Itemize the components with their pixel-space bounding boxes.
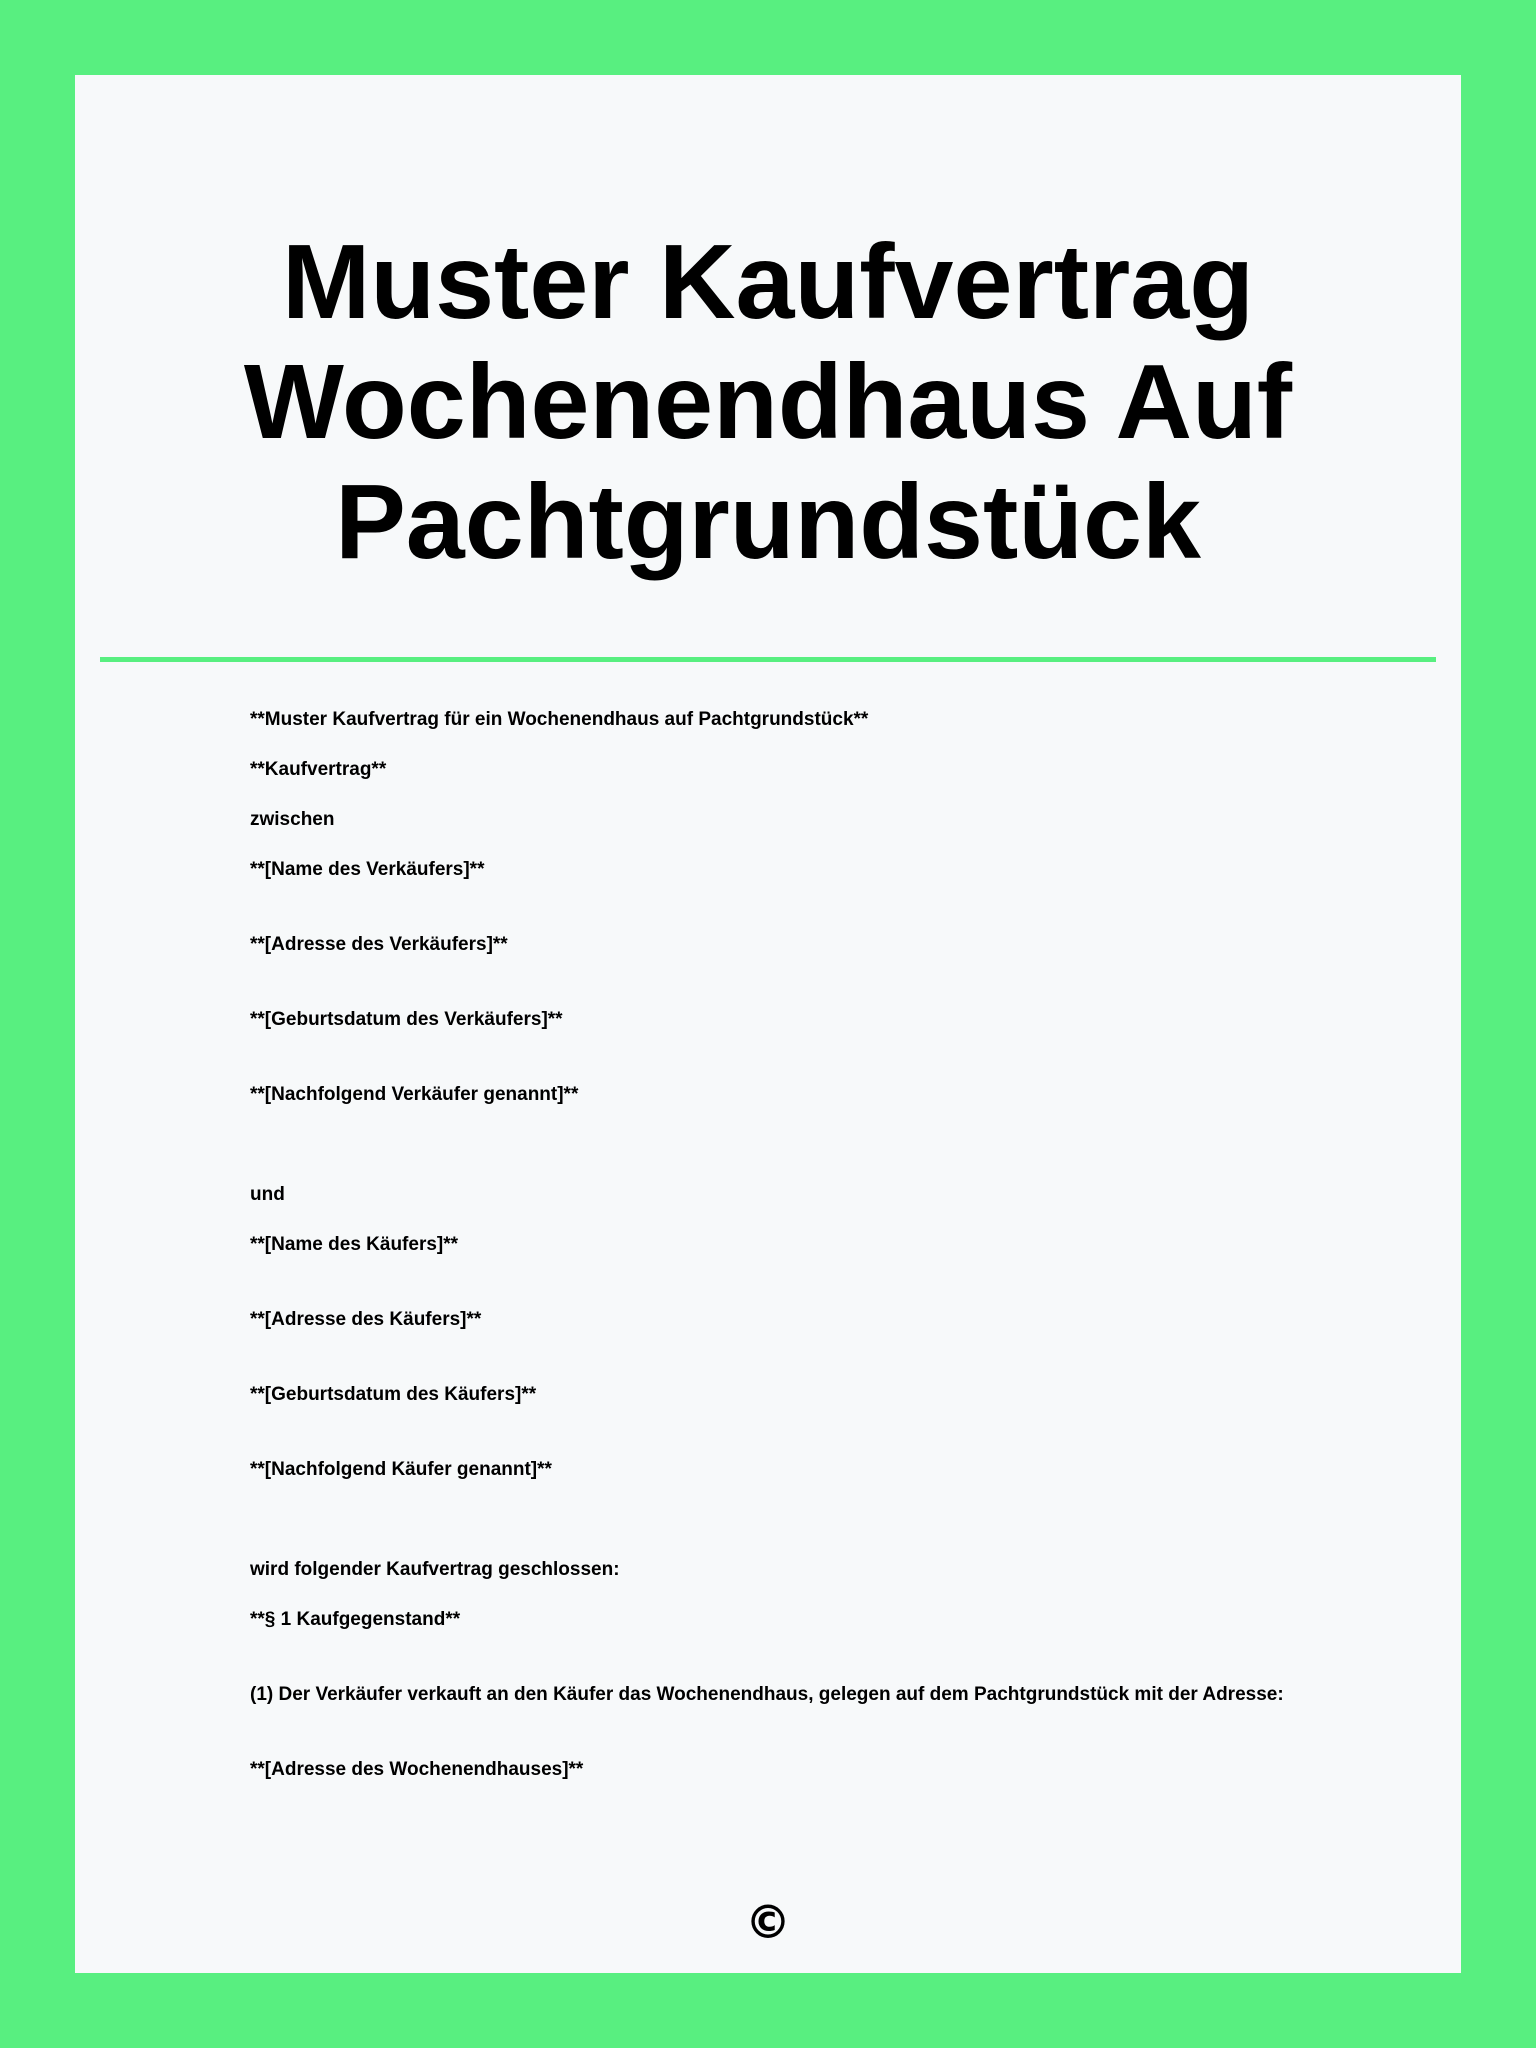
- seller-designation-placeholder: **[Nachfolgend Verkäufer genannt]**: [250, 1084, 579, 1105]
- seller-address-placeholder: **[Adresse des Verkäufers]**: [250, 934, 508, 955]
- title-block: [75, 75, 1461, 660]
- paragraph-and: und: [250, 1184, 285, 1205]
- contract-intro: wird folgender Kaufvertrag geschlossen:: [250, 1559, 620, 1580]
- copyright-symbol: ©: [745, 1895, 791, 1949]
- contract-body: [250, 707, 1350, 1782]
- section-1-clause-1: (1) Der Verkäufer verkauft an den Käufer das Wochenendhaus, gelegen auf dem Pachtgrundstück mit der Adresse:: [250, 1684, 1284, 1705]
- weekend-house-address-placeholder: **[Adresse des Wochenendhauses]**: [250, 1759, 584, 1780]
- contract-subheading: **Kaufvertrag**: [250, 759, 387, 780]
- buyer-birthdate-placeholder: **[Geburtsdatum des Käufers]**: [250, 1384, 537, 1405]
- title-divider: [100, 657, 1436, 662]
- buyer-designation-placeholder: **[Nachfolgend Käufer genannt]**: [250, 1459, 552, 1480]
- buyer-name-placeholder: **[Name des Käufers]**: [250, 1234, 459, 1255]
- paragraph-between: zwischen: [250, 809, 335, 830]
- page-title: Muster Kaufvertrag Wochenendhaus Auf Pachtgrundstück: [243, 222, 1293, 581]
- contract-heading: **Muster Kaufvertrag für ein Wochenendhaus auf Pachtgrundstück**: [250, 709, 869, 730]
- seller-name-placeholder: **[Name des Verkäufers]**: [250, 859, 485, 880]
- section-1-heading: **§ 1 Kaufgegenstand**: [250, 1609, 461, 1630]
- seller-birthdate-placeholder: **[Geburtsdatum des Verkäufers]**: [250, 1009, 563, 1030]
- document-page: [75, 75, 1461, 1973]
- buyer-address-placeholder: **[Adresse des Käufers]**: [250, 1309, 482, 1330]
